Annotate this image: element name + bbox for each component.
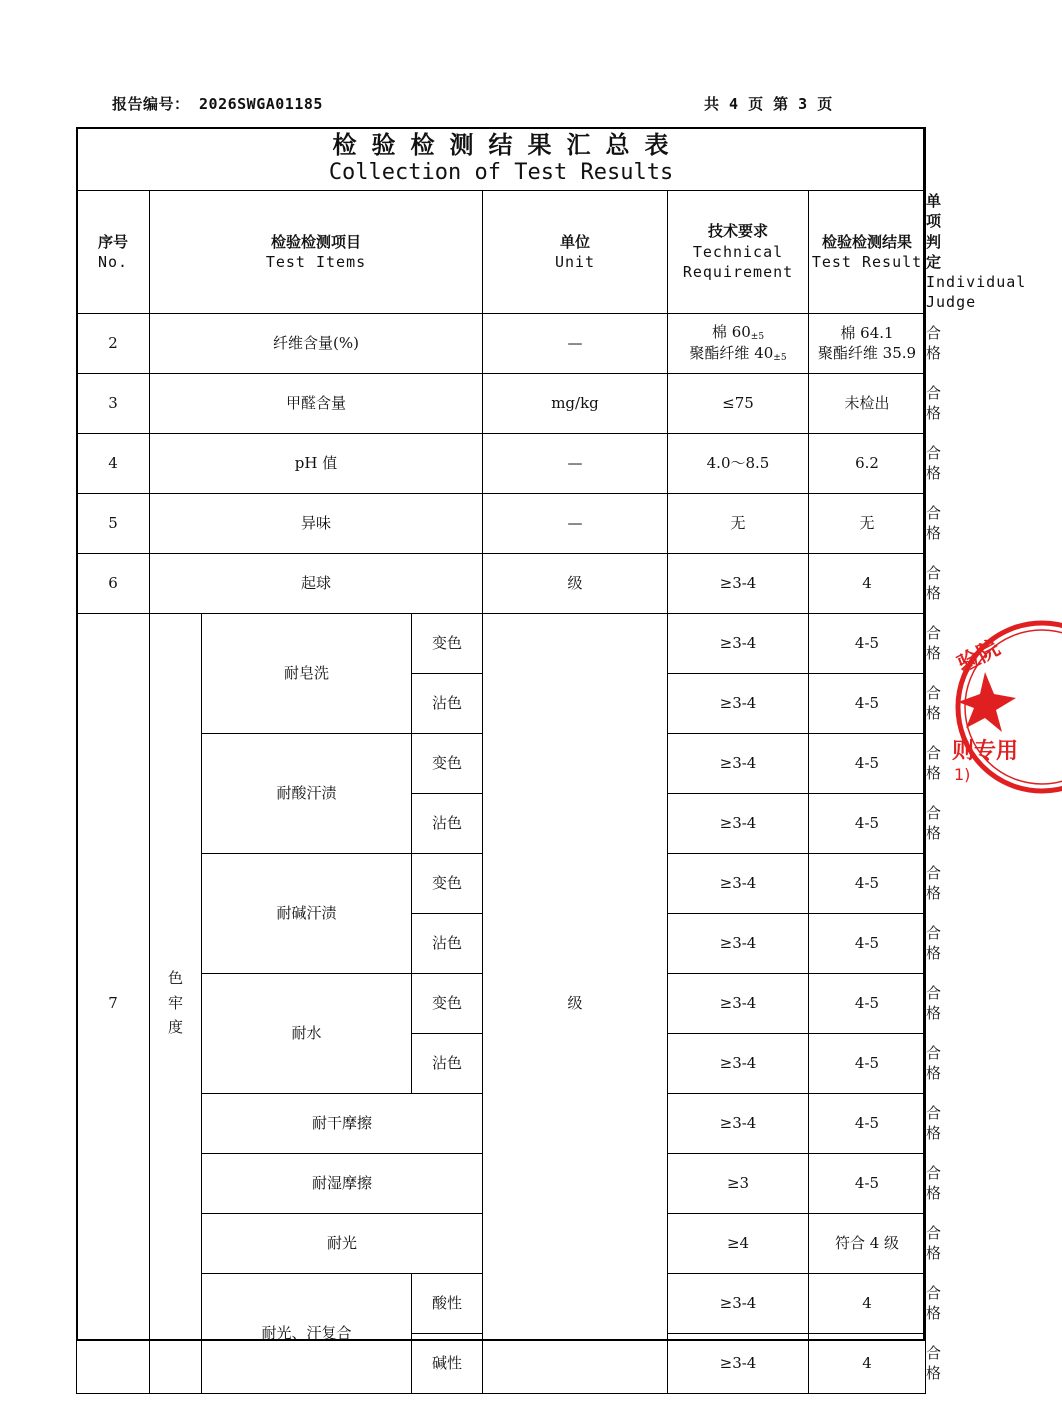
table-row: 3 甲醛含量 mg/kg ≤75 未检出 合格 <box>77 373 926 433</box>
col-result: 检验检测结果 Test Result <box>809 191 926 314</box>
table-row: 耐光 ≥4 符合 4 级 合格 <box>77 1213 926 1273</box>
col-item: 检验检测项目 Test Items <box>150 191 483 314</box>
table-row: 耐干摩擦 ≥3-4 4-5 合格 <box>77 1093 926 1153</box>
item7-no: 7 <box>77 613 150 1393</box>
table-row: 沾色 ≥3-4 4-5 合格 <box>77 1033 926 1093</box>
title-cn: 检验检测结果汇总表 <box>332 130 684 160</box>
col-unit: 单位 Unit <box>483 191 668 314</box>
table-row: 沾色 ≥3-4 4-5 合格 <box>77 673 926 733</box>
table-row: 5 异味 — 无 无 合格 <box>77 493 926 553</box>
table-row: 4 pH 值 — 4.0～8.5 6.2 合格 <box>77 433 926 493</box>
fastness-category: 色 牢 度 <box>150 613 202 1393</box>
column-header-row: 序号 No. 检验检测项目 Test Items 单位 Unit 技术要求 Technical Requirement 检验检测结果 Test Result 单项判定 Individual Judge <box>77 191 926 314</box>
col-requirement: 技术要求 Technical Requirement <box>668 191 809 314</box>
table-row: 6 起球 级 ≥3-4 4 合格 <box>77 553 926 613</box>
fiber-result: 棉 64.1 聚酯纤维 35.9 <box>809 313 926 373</box>
title-en: Collection of Test Results <box>328 160 674 186</box>
stamp-text-small: 1) <box>954 765 971 784</box>
table-row: 耐水 变色 ≥3-4 4-5 合格 <box>77 973 926 1033</box>
fastness-unit: 级 <box>483 613 668 1393</box>
table-row: 碱性 ≥3-4 4 合格 <box>77 1333 926 1393</box>
table-row: 耐湿摩擦 ≥3 4-5 合格 <box>77 1153 926 1213</box>
table-row: 沾色 ≥3-4 4-5 合格 <box>77 793 926 853</box>
table-row: 耐酸汗渍 变色 ≥3-4 4-5 合格 <box>77 733 926 793</box>
report-number: 报告编号： 2026SWGA01185 <box>112 95 323 113</box>
table-row: 耐碱汗渍 变色 ≥3-4 4-5 合格 <box>77 853 926 913</box>
page-info: 共 4 页 第 3 页 <box>704 95 833 113</box>
table-row: 7 色 牢 度 耐皂洗 变色 级 ≥3-4 4-5 合格 <box>77 613 926 673</box>
table-frame <box>76 127 925 1341</box>
col-no: 序号 No. <box>77 191 150 314</box>
stamp-text-top: 验院 <box>953 635 1005 679</box>
table-row: 沾色 ≥3-4 4-5 合格 <box>77 913 926 973</box>
table-row: 2 纤维含量(%) — 棉 $60_{\pm 5}$ 聚酯纤维 $40_{\pm 5}$ 棉 64.1 聚酯纤维 35.9 合格 <box>77 313 926 373</box>
table-row: 耐光、汗复合 酸性 ≥3-4 4 合格 <box>77 1273 926 1333</box>
stamp-text-bottom: 则专用 <box>952 739 1019 764</box>
fiber-requirement: 棉 $60_{\pm 5}$ 聚酯纤维 $40_{\pm 5}$ <box>668 313 809 373</box>
official-seal-stamp <box>952 618 1062 796</box>
